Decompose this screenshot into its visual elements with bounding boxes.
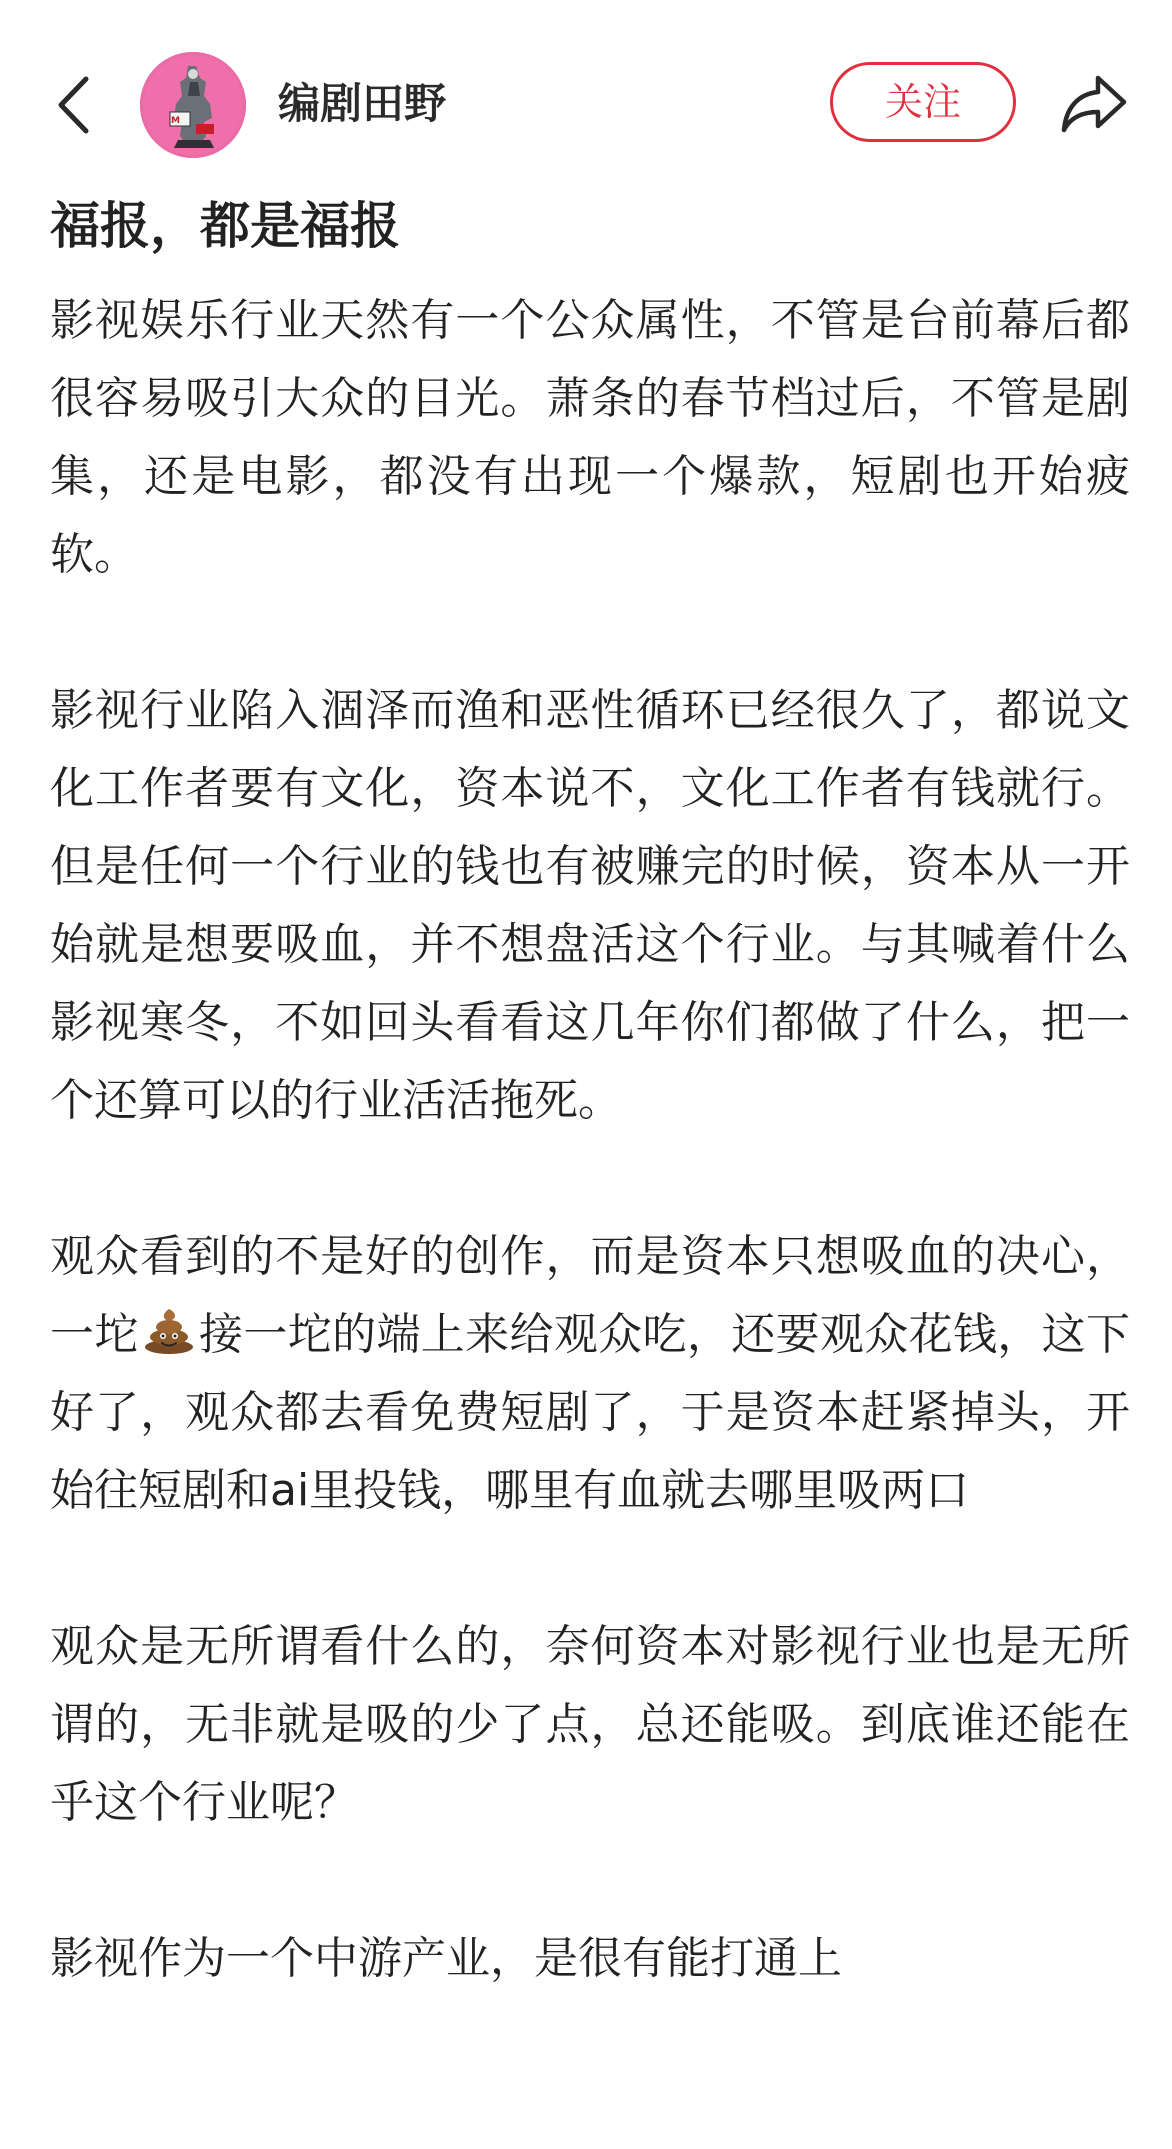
post-paragraph: 影视行业陷入涸泽而渔和恶性循环已经很久了，都说文化工作者要有文化，资本说不，文化工作者有钱就行。但是任何一个行业的钱也有被赚完的时候，资本从一开始就是想要吸血，并不想盘活这个行业。与其喊着什么影视寒冬，不如回头看看这几年你们都做了什么，把一个还算可以的行业活活拖死。 xyxy=(50,685,1130,1126)
post-header xyxy=(0,0,1172,210)
post-paragraph: 影视作为一个中游产业，是很有能打通上 xyxy=(50,1933,842,1984)
post-paragraph: 观众是无所谓看什么的，奈何资本对影视行业也是无所谓的，无非就是吸的少了点，总还能吸。到底谁还能在乎这个行业呢？ xyxy=(50,1621,1130,1828)
share-button[interactable] xyxy=(1058,68,1130,140)
avatar[interactable] xyxy=(140,52,246,158)
share-arrow-icon xyxy=(1058,68,1130,140)
post-paragraph xyxy=(50,1218,1130,1530)
post-body xyxy=(50,282,1130,2076)
bottom-fade xyxy=(0,2080,1172,2149)
paragraph-text-after-emoji: 接一坨的端上来给观众吃，还要观众花钱，这下好了，观众都去看免费短剧了，于是资本赶紧掉头，开始往短剧和ai里投钱，哪里有血就去哪里吸两口 xyxy=(50,1309,1131,1516)
paragraph-text-before-emoji: 观众看到的不是好的创作，而是资本只想吸血的决心，一坨 xyxy=(50,1231,1130,1360)
svg-text:M: M xyxy=(171,116,180,126)
post-paragraph: 影视娱乐行业天然有一个公众属性，不管是台前幕后都很容易吸引大众的目光。萧条的春节档过后，不管是剧集，还是电影，都没有出现一个爆款，短剧也开始疲软。 xyxy=(50,295,1130,580)
author-name[interactable]: 编剧田野 xyxy=(278,79,447,128)
follow-button[interactable]: 关注 xyxy=(830,62,1016,142)
chevron-left-icon xyxy=(56,75,90,135)
poop-emoji-icon xyxy=(143,1305,195,1355)
post-title: 福报，都是福报 xyxy=(50,197,400,255)
avatar-image xyxy=(140,52,246,158)
back-button[interactable] xyxy=(48,70,98,140)
